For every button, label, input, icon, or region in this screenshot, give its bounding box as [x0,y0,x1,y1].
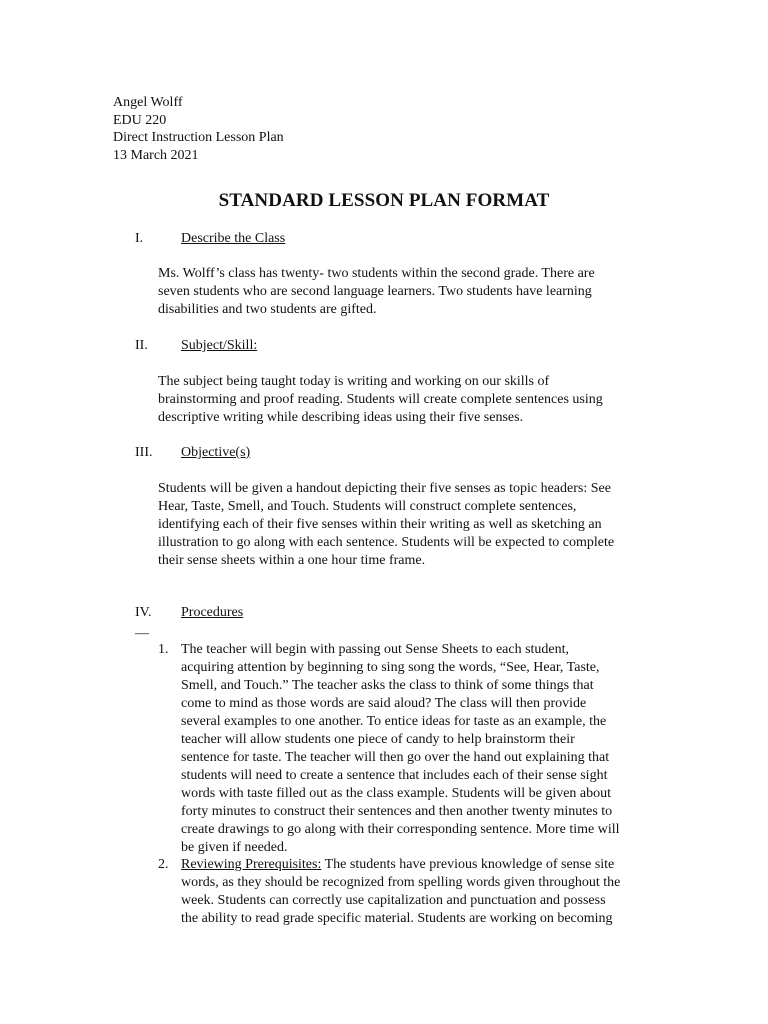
list-item-line: several examples to one another. To entice ideas for taste as an example, the [181,714,607,729]
list-item-number: 1. [158,642,169,657]
section-paragraph-describe-class [158,265,658,319]
paragraph-line: identifying each of their five senses within their writing as well as sketching an [158,517,602,532]
list-item-line: teacher will allow students one piece of candy to help brainstorm their [181,732,575,747]
document-date: 13 March 2021 [113,147,199,163]
section-paragraph-subject-skill [158,373,658,427]
list-item-text [181,641,620,857]
list-item-line: the ability to read grade specific material. Students are working on becoming [181,911,613,926]
paragraph-line: disabilities and two students are gifted. [158,302,377,317]
list-item-text [181,856,620,928]
list-item-line: sentence for taste. The teacher will then go over the hand out explaining that [181,750,610,765]
item-lead-label: Reviewing Prerequisites: [181,857,322,872]
paragraph-line: illustration to go along with each sentence. Students will be expected to complete [158,535,615,550]
section-paragraph-objectives [158,480,658,570]
paragraph-line: brainstorming and proof reading. Students will create complete sentences using [158,392,603,407]
list-item-line: come to mind as those words are said aloud? The class will then provide [181,696,587,711]
section-title: Describe the Class [181,231,286,246]
list-item-line: acquiring attention by beginning to sing song the words, “See, Hear, Taste, [181,660,600,675]
plan-type: Direct Instruction Lesson Plan [113,130,284,145]
list-item-line: The teacher will begin with passing out Sense Sheets to each student, [181,642,570,657]
list-item-line [181,856,620,874]
paragraph-line: descriptive writing while describing ideas using their five senses. [158,410,524,425]
list-item-line: students will need to create a sentence that includes each of their sense sight [181,768,608,783]
list-item-number: 2. [158,857,169,872]
item-lead-rest: The students have previous knowledge of sense site [321,857,615,872]
section-number: III. [135,445,153,460]
paragraph-line: seven students who are second language learners. Two students have learning [158,284,592,299]
paragraph-line: Students will be given a handout depicting their five senses as topic headers: See [158,481,611,496]
section-number: II. [135,338,148,353]
section-number: IV. [135,605,152,620]
paragraph-line: The subject being taught today is writing and working on our skills of [158,374,550,389]
list-item-line: create drawings to go along with their corresponding sentence. More time will [181,822,620,837]
document-header [113,94,284,164]
dash-mark: — [135,626,149,641]
section-number: I. [135,231,144,246]
list-item-line: forty minutes to construct their sentences and then another twenty minutes to [181,804,613,819]
list-item-line: be given if needed. [181,840,288,855]
document-title: STANDARD LESSON PLAN FORMAT [218,190,550,211]
paragraph-line: their sense sheets within a one hour time frame. [158,553,426,568]
paragraph-line: Hear, Taste, Smell, and Touch. Students will construct complete sentences, [158,499,577,514]
section-title: Objective(s) [181,445,251,460]
section-title: Subject/Skill: [181,338,258,353]
author-name: Angel Wolff [113,95,183,110]
list-item-line: words with taste filled out as the class example. Students will be given about [181,786,612,801]
list-item-line: words, as they should be recognized from spelling words given throughout the [181,875,621,890]
list-item-line: week. Students can correctly use capitalization and punctuation and possess [181,893,606,908]
paragraph-line: Ms. Wolff’s class has twenty- two students within the second grade. There are [158,266,595,281]
list-item-line: Smell, and Touch.” The teacher asks the class to think of some things that [181,678,594,693]
section-title: Procedures [181,605,244,620]
course-code: EDU 220 [113,112,167,128]
